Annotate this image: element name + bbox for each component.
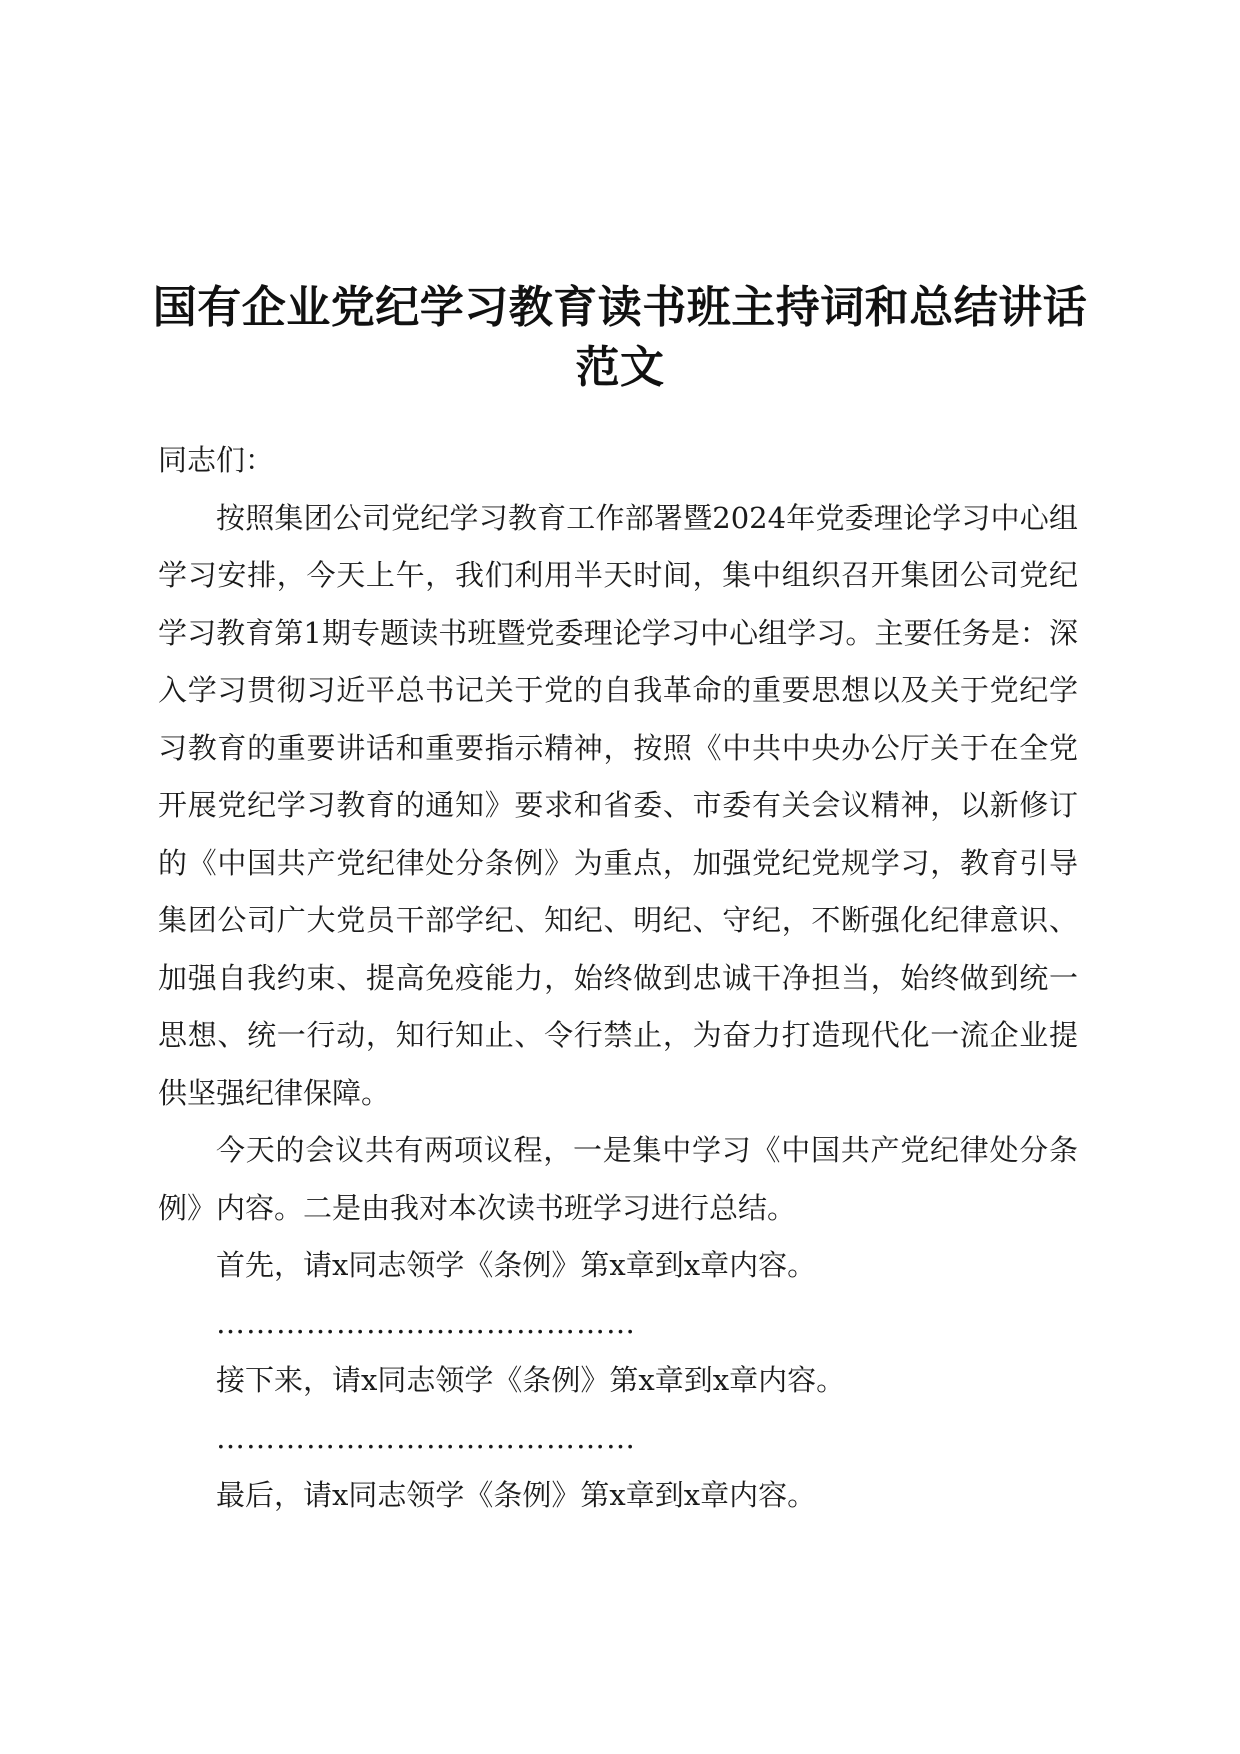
ellipsis-separator-2: …………………………………… xyxy=(216,1420,636,1455)
paragraph-intro: 按照集团公司党纪学习教育工作部署暨2024年党委理论学习中心组学习安排，今天上午，我们利用半天时间，集中组织召开集团公司党纪学习教育第1期专题读书班暨党委理论学习中心组学习。主要任务是：深入学习贯彻习近平总书记关于党的自我革命的重要思想以及关于党纪学习教育的重要讲话和重要指示精神，按照《中共中央办公厅关于在全党开展党纪学习教育的通知》要求和省委、市委有关会议精神，以新修订的《中国共产党纪律处分条例》为重点，加强党纪党规学习，教育引导集团公司广大党员干部学纪、知纪、明纪、守纪，不断强化纪律意识、加强自我约束、提高免疫能力，始终做到忠诚干净担当，始终做到统一思想、统一行动，知行知止、令行禁止，为奋力打造现代化一流企业提供坚强纪律保障。 xyxy=(158,500,1078,1110)
paragraph-last-lead: 最后，请x同志领学《条例》第x章到x章内容。 xyxy=(216,1478,817,1512)
document-title: 国有企业党纪学习教育读书班主持词和总结讲话范文 xyxy=(152,282,1088,393)
salutation: 同志们： xyxy=(158,443,275,477)
paragraph-first-lead: 首先，请x同志领学《条例》第x章到x章内容。 xyxy=(216,1248,817,1282)
document-body xyxy=(158,432,1078,1525)
ellipsis-separator-1: …………………………………… xyxy=(216,1305,636,1340)
paragraph-agenda: 今天的会议共有两项议程，一是集中学习《中国共产党纪律处分条例》内容。二是由我对本次读书班学习进行总结。 xyxy=(158,1133,1078,1225)
paragraph-next-lead: 接下来，请x同志领学《条例》第x章到x章内容。 xyxy=(216,1363,846,1397)
